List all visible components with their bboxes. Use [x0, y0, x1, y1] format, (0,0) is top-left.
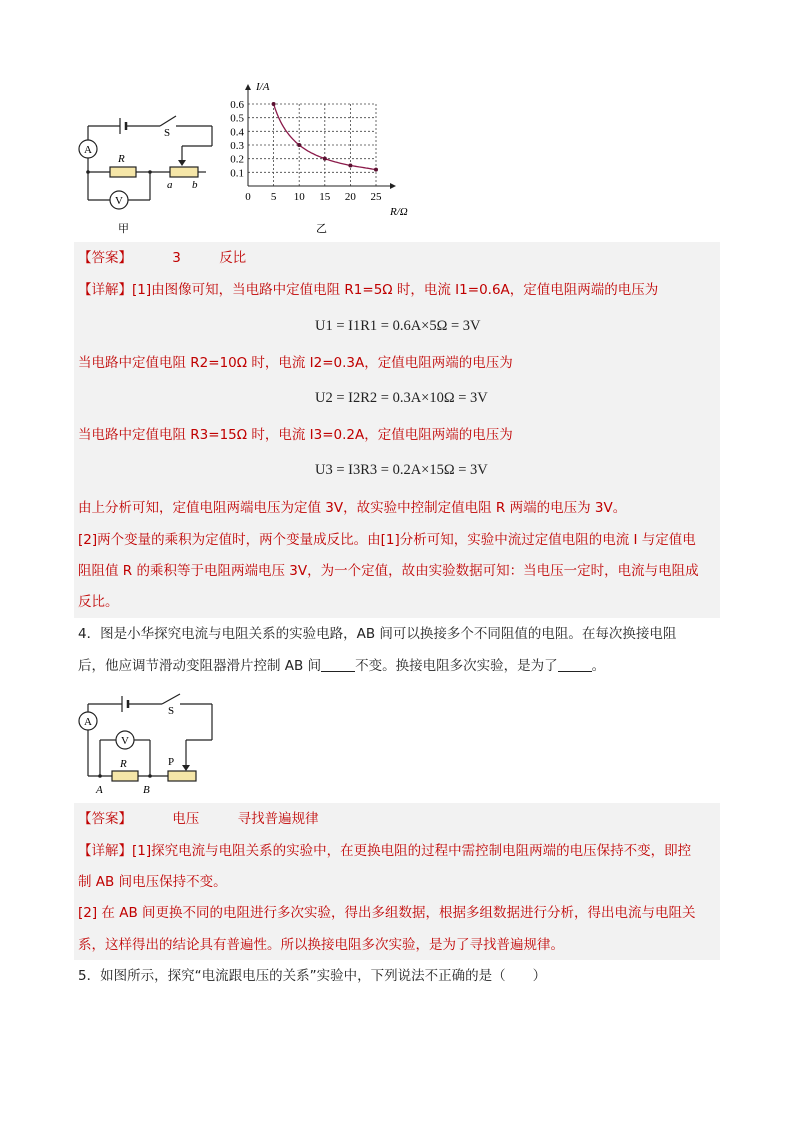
q4-stem-2a: 后，他应调节滑动变阻器滑片控制 AB 间 — [78, 658, 322, 674]
q3-detail-line-1 — [78, 281, 658, 299]
switch-label: S — [168, 705, 175, 717]
answer-blank-2 — [558, 659, 592, 672]
caption-jia: 甲 — [118, 222, 129, 235]
y-tick-label: 0.5 — [230, 112, 244, 125]
q4-stem-2c: 。 — [591, 658, 606, 674]
y-axis-label: I/A — [256, 81, 270, 93]
terminal-B-label: B — [143, 784, 150, 796]
q4-line1: [1]探究电流与电阻关系的实验中，在更换电阻的过程中需控制电阻两端的电压保持不变，即控 — [132, 843, 692, 859]
q3-answer-line — [78, 249, 246, 267]
q4-stem-line-1: 4．图是小华探究电流与电阻关系的实验电路，AB 间可以换接多个不同阻值的电阻。在每次换接电阻 — [78, 626, 677, 642]
answer-tag: 【答案】 — [78, 250, 132, 266]
x-tick-label: 15 — [319, 191, 331, 203]
data-point — [374, 168, 378, 172]
resistor-label: R — [120, 758, 127, 770]
y-tick-label: 0.6 — [230, 99, 244, 111]
terminal-a-label: a — [167, 179, 173, 191]
chart-grid — [248, 104, 376, 186]
answer-2: 反比 — [219, 250, 247, 266]
q4-detail-line-1 — [78, 842, 691, 860]
y-tick-label: 0.3 — [230, 140, 244, 152]
y-axis-arrow — [245, 84, 251, 90]
q4-stem-line-2 — [78, 657, 605, 675]
x-tick-label: 20 — [344, 191, 356, 203]
q3-detail-line-2: 当电路中定值电阻 R2=10Ω 时，电流 I2=0.3A，定值电阻两端的电压为 — [78, 355, 513, 371]
chart-axes — [245, 84, 396, 189]
answer-tag: 【答案】 — [78, 811, 132, 827]
slider-label: P — [168, 756, 175, 768]
q4-detail-line-3: [2] 在 AB 间更换不同的电阻进行多次实验，得出多组数据，根据多组数据进行分析，得出电流与电阻关 — [78, 905, 696, 921]
q3-detail-line-3: 当电路中定值电阻 R3=15Ω 时，电流 I3=0.2A，定值电阻两端的电压为 — [78, 427, 513, 443]
q3-detail-line-5: [2]两个变量的乘积为定值时，两个变量成反比。由[1]分析可知，实验中流过定值电阻的电流 I 与定值电 — [78, 532, 696, 548]
q3-detail-line-6: 阻阻值 R 的乘积等于电阻两端电压 3V，为一个定值，故由实验数据可知：当电压一定时，电流与电阻成 — [78, 563, 699, 579]
detail-tag: 【详解】 — [78, 282, 132, 298]
answer-2: 寻找普遍规律 — [237, 811, 319, 827]
resistor-label: R — [118, 153, 125, 165]
detail-tag: 【详解】 — [78, 843, 132, 859]
voltmeter-label: V — [115, 195, 123, 207]
q4-detail-line-4: 系，这样得出的结论具有普遍性。所以换接电阻多次实验，是为了寻找普遍规律。 — [78, 937, 564, 953]
answer-1: 电压 — [172, 811, 200, 827]
q3-detail-line-7: 反比。 — [78, 594, 119, 610]
voltmeter-label: V — [121, 735, 129, 747]
terminal-b-label: b — [192, 179, 198, 191]
x-axis-label: R/Ω — [390, 206, 408, 218]
q4-stem-2b: 不变。换接电阻多次实验，是为了 — [355, 658, 558, 674]
data-point — [272, 102, 276, 106]
y-tick-label: 0.2 — [230, 153, 244, 166]
caption-yi: 乙 — [316, 222, 327, 235]
chart-ticks — [230, 99, 382, 203]
switch-label: S — [164, 127, 171, 139]
x-tick-label: 25 — [370, 191, 382, 203]
data-point — [323, 157, 327, 161]
q4-detail-line-2: 制 AB 间电压保持不变。 — [78, 874, 227, 890]
q3-equation-1: U1 = I1R1 = 0.6A×5Ω = 3V — [315, 318, 481, 334]
data-point — [348, 164, 352, 168]
x-tick-label: 0 — [245, 191, 251, 203]
data-point — [297, 143, 301, 147]
q3-equation-3: U3 = I3R3 = 0.2A×15Ω = 3V — [315, 462, 488, 478]
q3-equation-2: U2 = I2R2 = 0.3A×10Ω = 3V — [315, 390, 488, 406]
q4-answer-line — [78, 810, 319, 828]
x-axis-arrow — [390, 183, 396, 189]
y-tick-label: 0.1 — [230, 167, 244, 180]
q3-line1: [1]由图像可知，当电路中定值电阻 R1=5Ω 时，电流 I1=0.6A，定值电阻两端的电压为 — [132, 282, 659, 298]
ammeter-label: A — [84, 144, 92, 156]
ammeter-label: A — [84, 716, 92, 728]
x-tick-label: 10 — [293, 191, 305, 203]
answer-blank-1 — [321, 659, 355, 672]
answer-1: 3 — [172, 250, 181, 266]
circuit-diagram-jia — [76, 110, 226, 240]
x-tick-label: 5 — [270, 191, 277, 203]
y-tick-label: 0.4 — [230, 126, 244, 139]
circuit-diagram-q4 — [76, 688, 226, 800]
q5-stem: 5．如图所示，探究“电流跟电压的关系”实验中，下列说法不正确的是（ ） — [78, 968, 547, 984]
current-resistance-chart — [226, 78, 426, 238]
q3-detail-line-4: 由上分析可知，定值电阻两端电压为定值 3V，故实验中控制定值电阻 R 两端的电压为 3V。 — [78, 500, 627, 516]
terminal-A-label: A — [96, 784, 103, 796]
